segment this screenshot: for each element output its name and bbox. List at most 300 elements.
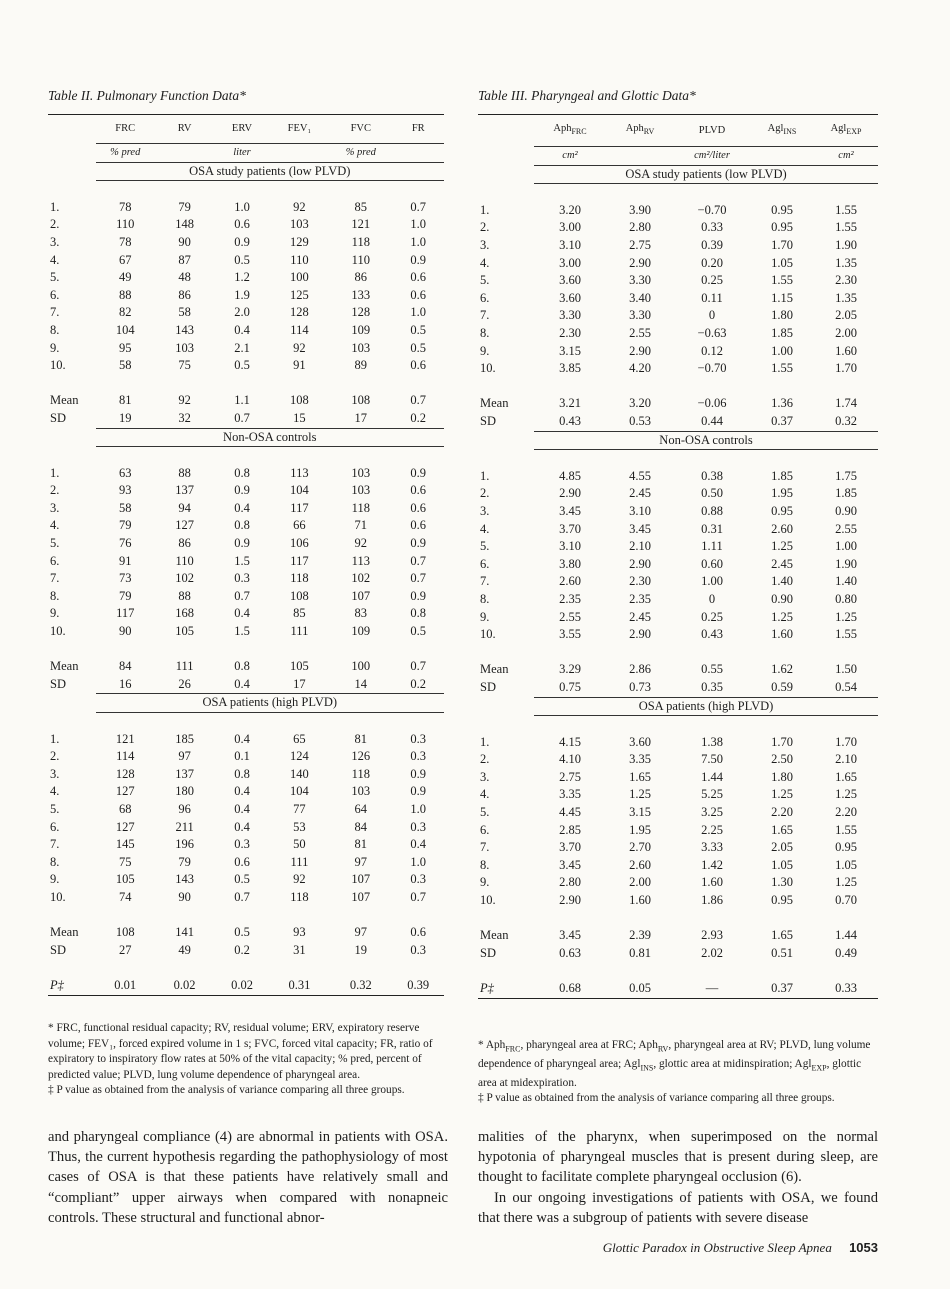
- table-cell: 97: [354, 925, 368, 940]
- table-cell: 0.9: [234, 234, 250, 249]
- table-cell: 91: [293, 358, 306, 373]
- stats-row: [478, 927, 878, 945]
- table-cell: 0.53: [629, 414, 651, 428]
- table-cell: 1.55: [771, 273, 793, 288]
- table-cell: 2.70: [629, 840, 651, 855]
- stats-row: [48, 658, 444, 676]
- table-cell: 17: [293, 676, 306, 691]
- table-cell: 107: [351, 872, 371, 887]
- table-cell: 58: [178, 305, 191, 320]
- table-cell: 0.9: [410, 784, 427, 799]
- table-row: [478, 219, 878, 237]
- table-cell: 4.45: [559, 805, 581, 820]
- row-label: 3.: [50, 766, 60, 781]
- table-cell: 0.6: [410, 500, 427, 515]
- table-row: [48, 535, 444, 553]
- table-cell: 105: [290, 659, 309, 674]
- row-label: SD: [480, 945, 496, 960]
- table-cell: 185: [175, 731, 194, 746]
- row-label: 1.: [50, 731, 60, 746]
- row-label: 9.: [50, 606, 60, 621]
- table-row: [48, 216, 444, 234]
- table-cell: 1.85: [771, 326, 793, 341]
- table-cell: 58: [118, 358, 132, 373]
- table-row: [48, 570, 444, 588]
- table-row: [48, 287, 444, 305]
- row-label: 4.: [480, 787, 490, 802]
- table-cell: 0.9: [410, 588, 427, 603]
- table-row: [478, 573, 878, 591]
- table-cell: 3.25: [701, 805, 723, 820]
- table-cell: 86: [178, 287, 191, 302]
- table-cell: 81: [354, 837, 368, 852]
- row-label: 1.: [480, 468, 490, 483]
- table-cell: 168: [175, 606, 194, 621]
- table-cell: 103: [351, 483, 371, 498]
- section-label: OSA patients (high PLVD): [96, 694, 444, 713]
- table-cell: 1.25: [771, 609, 793, 624]
- table-cell: 3.10: [559, 539, 581, 554]
- table-row: [48, 304, 444, 322]
- page-footer: [560, 1240, 878, 1256]
- table-row: [478, 822, 878, 840]
- table-cell: 1.30: [771, 875, 793, 890]
- table-row: [478, 626, 878, 644]
- table-cell: 124: [290, 749, 309, 764]
- table-cell: 2.90: [629, 255, 651, 270]
- table-cell: 0.8: [234, 659, 250, 674]
- table-cell: 4.85: [559, 468, 581, 483]
- table-2-footnote-abbrev: * FRC, functional residual capacity; RV, residual volume; ERV, expiratory reserve volume; FEV₁, forced expired volume in 1 s; FVC, forced vital capacity; FR, ratio of expiratory to inspiratory flow rates at 50% of the vital capacity; % pred, percent of predicted value; PLVD, lung volume dependence of pharyngeal area.: [48, 1022, 433, 1081]
- table-cell: 0.5: [234, 252, 250, 267]
- table-2-block: [48, 88, 444, 1099]
- table-cell: 73: [118, 571, 132, 586]
- table-cell: 0.70: [835, 893, 857, 908]
- table-cell: 118: [351, 766, 370, 781]
- table-cell: 0.6: [234, 854, 250, 869]
- table-cell: 111: [290, 854, 309, 869]
- row-label: 9.: [480, 609, 490, 624]
- table-cell: 1.00: [771, 343, 793, 358]
- row-label: 10.: [480, 627, 496, 642]
- table-cell: 87: [178, 252, 191, 267]
- pvalue-row: [478, 980, 878, 998]
- table-cell: 0.2: [410, 410, 427, 425]
- pvalue-cell: 0.33: [835, 981, 857, 995]
- table-row: [478, 591, 878, 609]
- row-label: Mean: [480, 396, 509, 411]
- table-row: [48, 322, 444, 340]
- table-cell: 0.33: [701, 220, 723, 235]
- column-header: FR: [392, 115, 444, 144]
- table-cell: 0.9: [410, 252, 427, 267]
- table-row: [48, 801, 444, 819]
- table-3-footnote-abbrev: * Aph$_{FRC}$, pharyngeal area at FRC; Aph$_{RV}$, pharyngeal area at RV; PLVD, lung volume dependence of pharyngeal area; Agl$_{INS}$, glottic area at midinspiration; Agl$_{EXP}$, glottic area at midexpiration.: [478, 1039, 871, 1089]
- table-cell: 143: [175, 322, 194, 337]
- table-cell: 92: [178, 393, 191, 408]
- unit-label: [155, 144, 214, 163]
- table-row: [478, 325, 878, 343]
- table-cell: 1.0: [410, 305, 427, 320]
- pvalue-cell: 0.32: [349, 977, 372, 992]
- table-cell: 4.15: [559, 734, 581, 749]
- row-label: 6.: [50, 819, 60, 834]
- table-cell: 103: [351, 340, 371, 355]
- table-cell: 0.75: [559, 679, 581, 694]
- table-3-block: [478, 88, 878, 1107]
- table-cell: 2.35: [559, 591, 581, 606]
- table-cell: 2.80: [559, 875, 581, 890]
- table-cell: 19: [118, 410, 132, 425]
- pvalue-row: [48, 977, 444, 995]
- table-cell: 2.20: [771, 805, 793, 820]
- table-cell: 3.21: [559, 396, 581, 411]
- table-cell: 3.00: [559, 255, 581, 270]
- section-label: Non-OSA controls: [96, 429, 444, 448]
- table-row: [48, 854, 444, 872]
- table-cell: 0.3: [410, 749, 427, 764]
- table-row: [48, 605, 444, 623]
- table-cell: 3.30: [629, 273, 651, 288]
- table-cell: 1.65: [771, 928, 793, 943]
- row-label: SD: [50, 942, 66, 957]
- unit-label: [48, 144, 96, 163]
- table-cell: 2.05: [771, 840, 793, 855]
- body-text-left: [48, 1127, 448, 1228]
- pvalue-cell: 0.68: [559, 981, 581, 995]
- table-row: [478, 255, 878, 273]
- section-spacer: [48, 162, 96, 181]
- table-cell: 2.90: [559, 893, 581, 908]
- column-header: [478, 115, 534, 147]
- row-label: 6.: [480, 290, 490, 305]
- table-cell: 7.50: [701, 752, 723, 767]
- pvalue-cell: 0.02: [231, 977, 253, 992]
- table-cell: 0.6: [410, 925, 427, 940]
- table-cell: 2.50: [771, 752, 793, 767]
- table-cell: 104: [115, 322, 135, 337]
- table-cell: 75: [118, 854, 132, 869]
- table-cell: 2.75: [629, 238, 651, 253]
- column-header: Aph$_{RV}$: [606, 115, 674, 147]
- table-row: [478, 769, 878, 787]
- table-cell: 0.4: [234, 801, 250, 816]
- table-cell: 1.65: [835, 769, 857, 784]
- row-label: Mean: [50, 659, 79, 674]
- table-cell: 4.55: [629, 468, 651, 483]
- table-cell: 1.5: [234, 624, 250, 639]
- table-cell: 26: [178, 676, 191, 691]
- table-cell: 145: [115, 837, 135, 852]
- stats-row: [48, 410, 444, 428]
- table-row: [478, 734, 878, 752]
- table-cell: 93: [293, 925, 306, 940]
- table-cell: 0.4: [234, 322, 250, 337]
- table-cell: 3.45: [559, 928, 581, 943]
- table-row: [478, 857, 878, 875]
- table-cell: 102: [175, 571, 194, 586]
- row-label: 3.: [480, 238, 490, 253]
- table-cell: 0.6: [234, 217, 250, 232]
- table-cell: 2.60: [771, 521, 793, 536]
- table-cell: 1.0: [410, 217, 427, 232]
- row-label: 8.: [480, 326, 490, 341]
- table-cell: 211: [175, 819, 194, 834]
- pvalue-cell: 0.01: [114, 977, 137, 992]
- table-cell: 2.00: [629, 875, 651, 890]
- unit-label: liter: [214, 144, 269, 163]
- table-cell: −0.06: [697, 396, 727, 411]
- table-row: [478, 874, 878, 892]
- table-cell: 3.35: [559, 787, 581, 802]
- table-cell: 1.38: [701, 734, 723, 749]
- table-cell: 16: [118, 676, 132, 691]
- table-row: [478, 839, 878, 857]
- table-cell: 109: [351, 624, 371, 639]
- table-cell: 79: [118, 588, 132, 603]
- table-row: [48, 748, 444, 766]
- table-row: [48, 500, 444, 518]
- table-cell: 2.35: [629, 591, 651, 606]
- table-cell: 90: [118, 624, 132, 639]
- table-cell: 0.9: [234, 536, 250, 551]
- table-cell: 2.39: [629, 928, 651, 943]
- table-cell: 1.2: [234, 270, 250, 285]
- stats-row: [48, 676, 444, 694]
- table-cell: 2.93: [701, 928, 723, 943]
- table-cell: 0.59: [771, 679, 793, 694]
- table-cell: 0.95: [771, 202, 793, 217]
- stats-row: [478, 395, 878, 413]
- table-cell: 0.55: [701, 662, 723, 677]
- table-cell: 94: [178, 500, 191, 515]
- table-cell: 1.65: [629, 769, 651, 784]
- unit-label: cm²: [534, 147, 606, 166]
- section-spacer: [478, 165, 534, 184]
- table-cell: 2.55: [559, 609, 581, 624]
- table-cell: 3.85: [559, 361, 581, 376]
- table-cell: 74: [118, 889, 132, 904]
- row-label: 1.: [50, 199, 60, 214]
- table-cell: 81: [118, 393, 132, 408]
- table-row: [478, 485, 878, 503]
- table-cell: 0.3: [234, 571, 250, 586]
- table-row: [48, 588, 444, 606]
- table-row: [478, 237, 878, 255]
- table-cell: 14: [354, 676, 368, 691]
- table-cell: −0.70: [697, 202, 727, 217]
- table-cell: 0: [708, 308, 716, 323]
- table-cell: 2.10: [835, 752, 857, 767]
- table-cell: 3.70: [559, 521, 581, 536]
- row-label: 5.: [50, 270, 60, 285]
- table-cell: 2.90: [559, 486, 581, 501]
- table-cell: 3.45: [559, 857, 581, 872]
- column-header: FRC: [96, 115, 155, 144]
- row-label: 7.: [50, 837, 60, 852]
- table-cell: 3.90: [629, 202, 651, 217]
- table-cell: 2.86: [629, 662, 651, 677]
- row-label: SD: [480, 680, 496, 695]
- table-cell: 108: [290, 588, 309, 603]
- table-cell: 0.9: [234, 483, 250, 498]
- table-cell: 0.7: [410, 889, 427, 904]
- table-row: [478, 272, 878, 290]
- column-header: [48, 115, 96, 144]
- table-cell: 1.11: [701, 539, 723, 554]
- table-cell: 3.35: [629, 752, 651, 767]
- section-label: OSA study patients (low PLVD): [96, 163, 444, 182]
- table-cell: 2.10: [629, 539, 651, 554]
- table-cell: 102: [351, 571, 371, 586]
- table-cell: 0.6: [410, 518, 427, 533]
- table-cell: −0.63: [697, 326, 727, 341]
- table-cell: 121: [115, 731, 135, 746]
- table-cell: 0.7: [410, 659, 427, 674]
- table-cell: 0.8: [410, 606, 427, 621]
- table-row: [478, 360, 878, 378]
- table-cell: 1.9: [234, 287, 250, 302]
- table-cell: 0.49: [835, 945, 857, 960]
- table-cell: 103: [351, 784, 371, 799]
- table-cell: 0.7: [234, 410, 250, 425]
- table-cell: 4.20: [629, 361, 651, 376]
- row-label: 2.: [50, 749, 60, 764]
- table-cell: 1.80: [771, 308, 793, 323]
- table-cell: 2.85: [559, 822, 581, 837]
- table-cell: 0.9: [410, 536, 427, 551]
- table-cell: 0.3: [234, 837, 250, 852]
- table-row: [478, 468, 878, 486]
- section-header: [96, 162, 444, 181]
- table-cell: 88: [118, 287, 132, 302]
- table-cell: 1.90: [835, 556, 857, 571]
- table-cell: 84: [354, 819, 368, 834]
- row-label: 8.: [50, 322, 60, 337]
- table-cell: 100: [351, 659, 371, 674]
- table-row: [48, 766, 444, 784]
- table-row: [48, 783, 444, 801]
- table-cell: 0.11: [701, 290, 723, 305]
- table-cell: 0.95: [771, 220, 793, 235]
- table-cell: 114: [116, 749, 135, 764]
- table-cell: 83: [354, 606, 368, 621]
- table-cell: 107: [351, 588, 371, 603]
- table-cell: 1.55: [835, 220, 857, 235]
- table-cell: 113: [351, 553, 370, 568]
- table-cell: 0.8: [234, 465, 250, 480]
- row-label: 5.: [480, 539, 490, 554]
- table-row: [478, 538, 878, 556]
- table-cell: 1.85: [771, 468, 793, 483]
- table-cell: 93: [118, 483, 132, 498]
- table-cell: 0.4: [234, 606, 250, 621]
- pvalue-label: P‡: [480, 981, 494, 995]
- stats-row: [48, 392, 444, 410]
- table-cell: 0.95: [835, 840, 857, 855]
- table-cell: 0.6: [410, 270, 427, 285]
- table-cell: 0.50: [701, 486, 723, 501]
- table-cell: 3.15: [629, 805, 651, 820]
- table-2-footnote-pvalue: ‡ P value as obtained from the analysis of variance comparing all three groups.: [48, 1084, 405, 1097]
- table-cell: 90: [178, 889, 191, 904]
- row-label: SD: [480, 414, 496, 429]
- stats-row: [48, 942, 444, 960]
- pvalue-label: P‡: [50, 977, 64, 992]
- column-header: Aph$_{FRC}$: [534, 115, 606, 147]
- body-text-right: [478, 1127, 878, 1228]
- row-label: 1.: [480, 734, 490, 749]
- pvalue-cell: 0.31: [288, 977, 311, 992]
- table-cell: 0.5: [410, 340, 427, 355]
- page-number: 1053: [849, 1240, 878, 1255]
- table-cell: 27: [118, 942, 132, 957]
- running-title: Glottic Paradox in Obstructive Sleep Apnea: [602, 1240, 832, 1255]
- table-cell: 1.70: [771, 734, 793, 749]
- table-row: [478, 751, 878, 769]
- table-cell: 3.45: [559, 503, 581, 518]
- column-header: FVC: [329, 115, 392, 144]
- table-cell: 137: [175, 483, 194, 498]
- table-cell: 1.35: [835, 290, 857, 305]
- column-header: PLVD: [674, 115, 750, 147]
- table-row: [478, 521, 878, 539]
- table-cell: 88: [178, 588, 191, 603]
- table-cell: 3.10: [629, 503, 651, 518]
- table-cell: 92: [293, 340, 306, 355]
- row-label: 10.: [50, 358, 66, 373]
- table-row: [478, 202, 878, 220]
- table-cell: 3.15: [559, 343, 581, 358]
- row-label: 6.: [50, 553, 60, 568]
- table-cell: 125: [290, 287, 309, 302]
- table-cell: 0.5: [234, 358, 250, 373]
- table-cell: 3.80: [559, 556, 581, 571]
- row-label: 10.: [480, 361, 496, 376]
- table-cell: 141: [175, 925, 194, 940]
- table-cell: 71: [354, 518, 368, 533]
- pvalue-cell: 0.05: [629, 981, 651, 995]
- table-3-title: Table III. Pharyngeal and Glottic Data*: [478, 88, 696, 103]
- table-cell: 1.25: [835, 609, 857, 624]
- table-cell: 3.29: [559, 662, 581, 677]
- table-cell: 1.60: [701, 875, 723, 890]
- table-cell: 1.50: [835, 662, 857, 677]
- table-cell: 0.35: [701, 679, 723, 694]
- stats-row: [478, 679, 878, 697]
- table-cell: 1.0: [410, 801, 427, 816]
- body-paragraph: malities of the pharynx, when superimposed on the normal hypotonia of pharyngeal muscles that is present during sleep, are thought to facilitate complete pharyngeal occlusion (6).: [478, 1129, 878, 1186]
- table-cell: 1.95: [771, 486, 793, 501]
- table-cell: 0.5: [234, 925, 250, 940]
- table-row: [478, 290, 878, 308]
- row-label: 10.: [480, 893, 496, 908]
- table-cell: 66: [293, 518, 306, 533]
- table-cell: 121: [351, 217, 371, 232]
- table-cell: 88: [178, 465, 191, 480]
- table-cell: 0.90: [835, 503, 857, 518]
- table-cell: 89: [354, 358, 368, 373]
- table-cell: 4.10: [559, 752, 581, 767]
- stats-row: [478, 413, 878, 431]
- table-cell: 77: [293, 801, 306, 816]
- table-cell: 97: [178, 749, 191, 764]
- table-cell: 1.05: [771, 255, 793, 270]
- table-cell: 2.45: [771, 556, 793, 571]
- table-cell: 0.5: [410, 624, 427, 639]
- table-cell: 103: [175, 340, 194, 355]
- table-cell: 3.40: [629, 290, 651, 305]
